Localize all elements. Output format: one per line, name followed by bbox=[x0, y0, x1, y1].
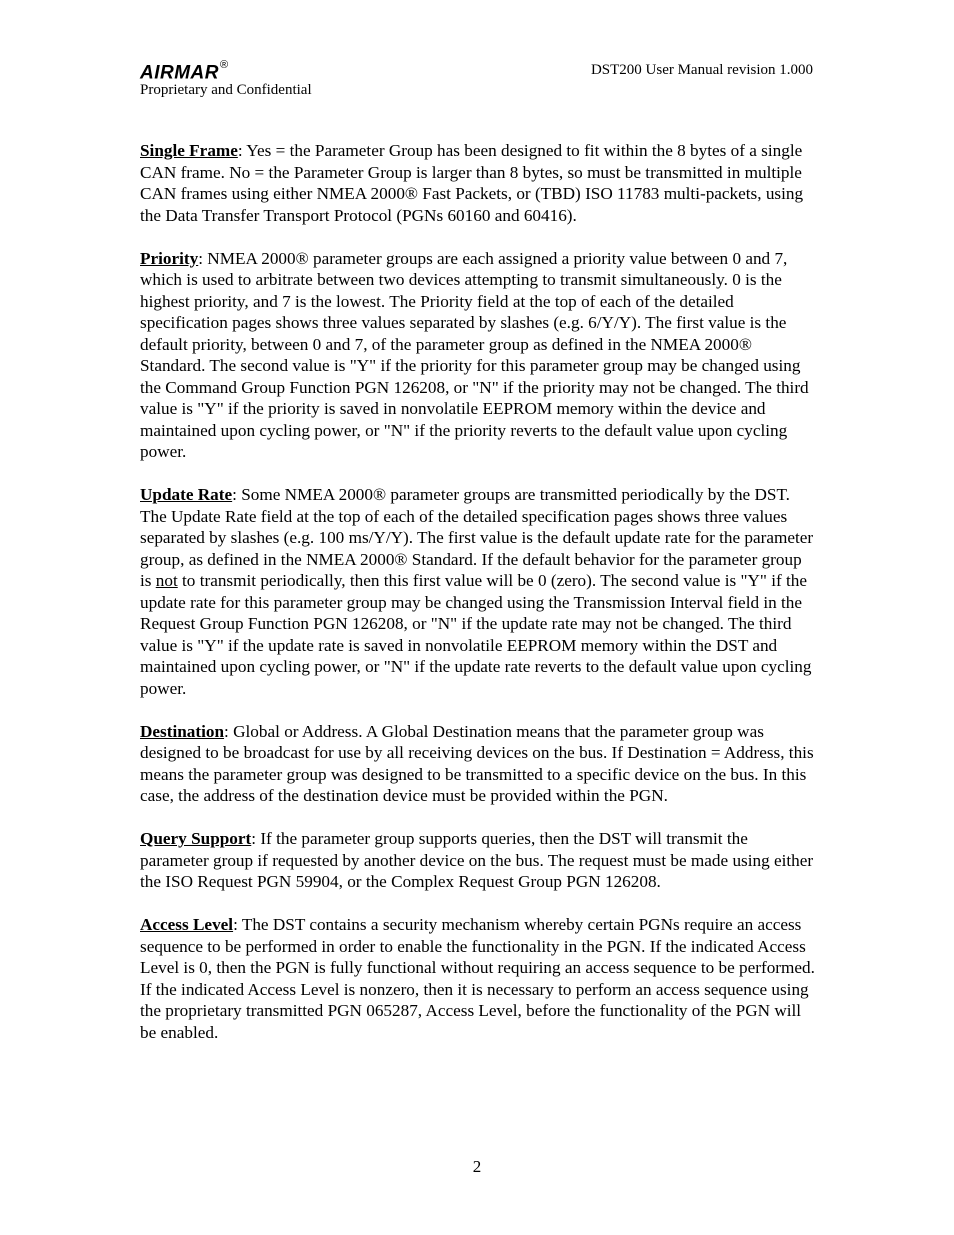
airmar-logo bbox=[140, 58, 229, 83]
definition-single-frame: : Yes = the Parameter Group has been designed to fit within the 8 bytes of a single CAN frame. No = the Parameter Group is larger than 8 bytes, so must be transmitted in multiple CAN frames using either NMEA 2000® Fast Packets, or (TBD) ISO 11783 multi-packets, using the Data Transfer Transport Protocol (PGNs 60160 and 60416). bbox=[140, 141, 804, 225]
page-number: 2 bbox=[472, 1157, 482, 1176]
paragraph-destination bbox=[140, 721, 816, 807]
definition-query-support: : If the parameter group supports queries, then the DST will transmit the parameter group if requested by another device on the bus. The request must be made using either the ISO Request PGN 59904, or the Complex Request Group PGN 126208. bbox=[140, 829, 814, 891]
logo-text: AIRMAR bbox=[140, 62, 219, 84]
paragraph-query-support bbox=[140, 828, 816, 893]
definition-update-rate-part-1: : Some NMEA 2000® parameter groups are transmitted periodically by the DST. The Update Rate field at the top of each of the detailed specification pages shows three values separated by slashes (e.g. 100 ms/Y/Y). The first value is the default update rate for the parameter group, as defined in the NMEA 2000® Standard. If the default behavior for the parameter group is bbox=[140, 485, 814, 590]
definition-update-rate-part-2: to transmit periodically, then this first value will be 0 (zero). The second value is "Y" if the update rate for this parameter group may be changed using the Transmission Interval field in the Request Group Function PGN 126208, or "N" if the update rate may not be changed. The third value is "Y" if the update rate is saved in nonvolatile EEPROM memory within the DST and maintained upon cycling power, or "N" if the update rate reverts to the default value upon cycling power. bbox=[140, 571, 812, 698]
confidentiality-notice: Proprietary and Confidential bbox=[140, 82, 312, 98]
definition-destination: : Global or Address. A Global Destination means that the parameter group was designed to be broadcast for use by all receiving devices on the bus. If Destination = Address, this means the parameter group was designed to be transmitted to a specific device on the bus. In this case, the address of the destination device must be provided within the PGN. bbox=[140, 721, 814, 805]
paragraph-single-frame bbox=[140, 140, 816, 226]
paragraph-priority bbox=[140, 248, 816, 463]
term-update-rate: Update Rate bbox=[140, 485, 233, 504]
definition-access-level: : The DST contains a security mechanism whereby certain PGNs require an access sequence to be performed in order to enable the functionality in the PGN. If the indicated Access Level is 0, then the PGN is fully functional without requiring an access sequence to be performed. If the indicated Access Level is nonzero, then it is necessary to perform an access sequence using the proprietary transmitted PGN 065287, Access Level, before the functionality of the PGN will be enabled. bbox=[140, 915, 815, 1042]
term-query-support: Query Support bbox=[140, 829, 252, 848]
term-access-level: Access Level bbox=[140, 915, 234, 934]
paragraph-access-level bbox=[140, 914, 816, 1043]
document-title: DST200 User Manual revision 1.000 bbox=[590, 62, 813, 78]
page-body bbox=[140, 140, 816, 1065]
term-single-frame: Single Frame bbox=[140, 141, 238, 160]
registered-mark: ® bbox=[220, 59, 229, 71]
term-priority: Priority bbox=[140, 248, 199, 268]
definition-priority: : NMEA 2000® parameter groups are each assigned a priority value between 0 and 7, which is used to arbitrate between two devices attempting to transmit simultaneously. 0 is the highest priority, and 7 is the lowest. The Priority field at the top of each of the detailed specification pages shows three values separated by slashes (e.g. 6/Y/Y). The first value is the default priority, between 0 and 7, of the parameter group as defined in the NMEA 2000® Standard. The second value is "Y" if the priority for this parameter group may be changed using the Command Group Function PGN 126208, or "N" if the priority may not be changed. The third value is "Y" if the priority is saved in nonvolatile EEPROM memory within the device and maintained upon cycling power, or "N" if the priority reverts to the default value upon cycling power. bbox=[140, 248, 809, 461]
paragraph-update-rate bbox=[140, 484, 816, 699]
term-destination: Destination bbox=[140, 721, 225, 741]
emphasis-not: not bbox=[155, 571, 178, 590]
